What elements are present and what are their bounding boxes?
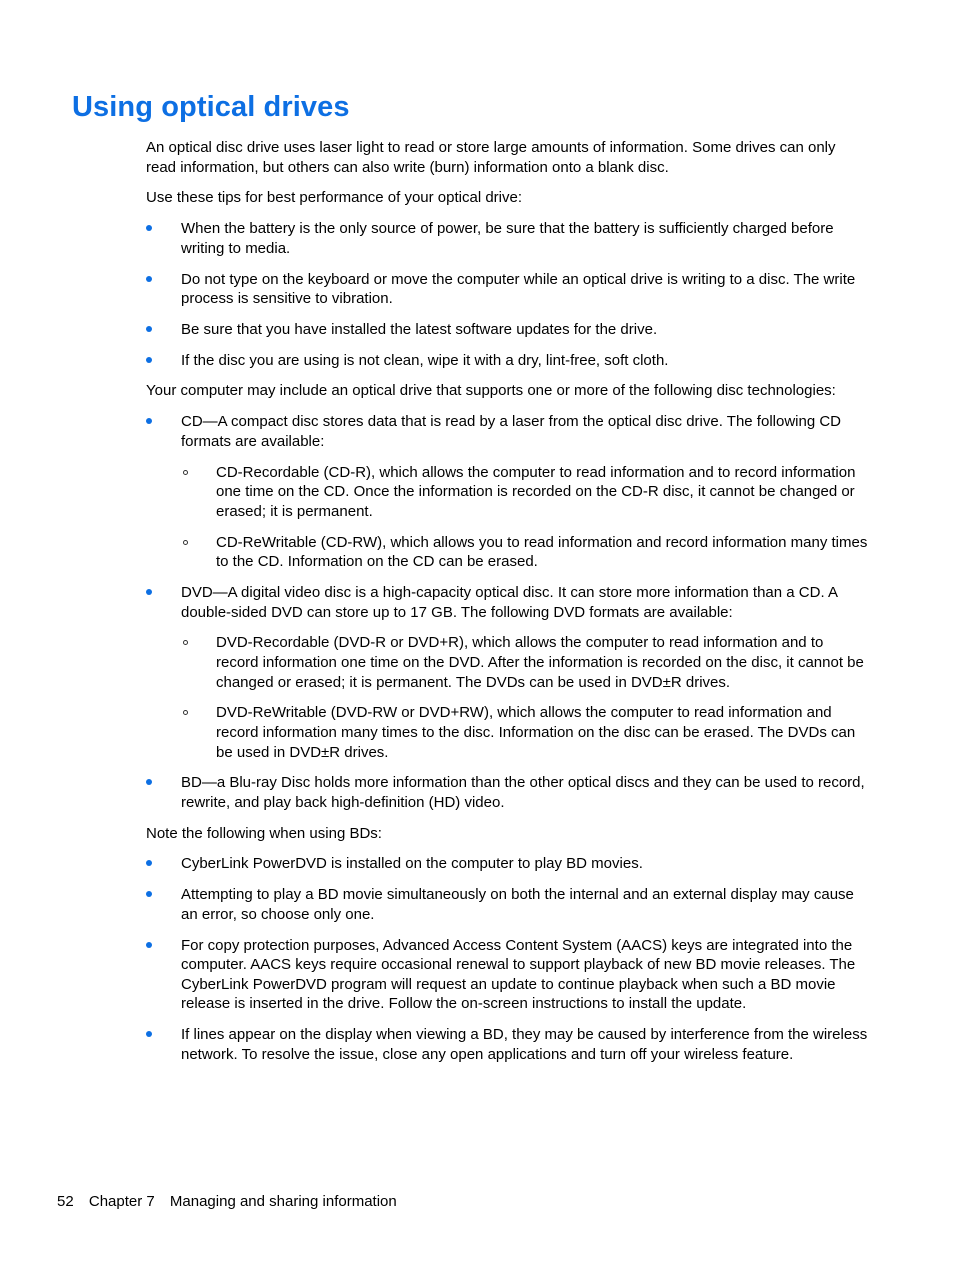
- chapter-title: Managing and sharing information: [169, 1193, 397, 1210]
- bd-text: BD—a Blu-ray Disc holds more information than the other optical discs and they can be used to record, rewrite, and play back high-definition (HD) video.: [181, 774, 865, 811]
- bd-note-text: CyberLink PowerDVD is installed on the computer to play BD movies.: [181, 855, 643, 873]
- tip-item: [146, 219, 868, 258]
- intro-paragraph: An optical disc drive uses laser light to read or store large amounts of information. Some drives can only read information, but others can also write (burn) information onto a blank disc.: [146, 139, 836, 176]
- tip-item: [146, 270, 868, 309]
- bd-note-text: Attempting to play a BD movie simultaneously on both the internal and an external display may cause an error, so choose only one.: [181, 886, 854, 923]
- bullet-icon: [146, 1031, 152, 1037]
- page-footer: [57, 1192, 408, 1211]
- dvd-format-item: [146, 633, 868, 692]
- cd-format-text: CD-Recordable (CD-R), which allows the computer to read information and to record information one time on the CD. Once the information is recorded on the CD-R disc, it cannot be changed or erased; it is permanent.: [216, 463, 856, 520]
- tips-intro: Use these tips for best performance of your optical drive:: [146, 189, 523, 207]
- cd-format-text: CD-ReWritable (CD-RW), which allows you to read information and record information many times to the CD. Information on the CD can be erased.: [216, 533, 868, 571]
- bullet-icon: [146, 891, 152, 897]
- bd-note-item: [146, 936, 868, 1014]
- dvd-format-item: [146, 703, 868, 762]
- bullet-icon: [146, 357, 152, 363]
- sub-bullet-icon: [183, 640, 188, 645]
- bullet-icon: [146, 942, 152, 948]
- sub-bullet-icon: [183, 710, 188, 715]
- cd-text: CD—A compact disc stores data that is read by a laser from the optical disc drive. The following CD formats are available:: [181, 413, 842, 450]
- dvd-format-text: DVD-ReWritable (DVD-RW or DVD+RW), which allows the computer to read information and record information many times to the disc. Information on the disc can be erased. The DVDs can be used in DVD±R drives.: [216, 704, 856, 761]
- bullet-icon: [146, 589, 152, 595]
- tip-text: If the disc you are using is not clean, wipe it with a dry, lint-free, soft cloth.: [181, 351, 669, 369]
- main-content: [146, 138, 868, 1076]
- tip-item: [146, 351, 868, 371]
- bullet-icon: [146, 225, 152, 231]
- bd-note-intro: Note the following when using BDs:: [146, 824, 382, 842]
- bd-note-text: If lines appear on the display when viewing a BD, they may be caused by interference from the wireless network. To resolve the issue, close any open applications and turn off your wireless feature.: [181, 1026, 868, 1063]
- bd-item: [146, 773, 868, 812]
- tip-text: Do not type on the keyboard or move the computer while an optical drive is writing to a disc. The write process is sensitive to vibration.: [181, 270, 856, 308]
- sub-bullet-icon: [183, 470, 188, 475]
- sub-bullet-icon: [183, 540, 188, 545]
- page-title: Using optical drives: [72, 91, 350, 123]
- cd-format-item: [146, 463, 868, 522]
- bd-note-text: For copy protection purposes, Advanced Access Content System (AACS) keys are integrated into the computer. AACS keys require occasional renewal to support playback of new BD movie releases. The CyberLink PowerDVD program will request an update to continue playback when such a BD movie release is inserted in the drive. Follow the on-screen instructions to install the update.: [181, 936, 856, 1013]
- cd-format-item: [146, 533, 868, 572]
- technologies-intro: Your computer may include an optical drive that supports one or more of the following disc technologies:: [146, 382, 836, 400]
- bullet-icon: [146, 418, 152, 424]
- bd-note-item: [146, 1025, 868, 1064]
- tip-text: When the battery is the only source of power, be sure that the battery is sufficiently charged before writing to media.: [181, 220, 834, 257]
- page-number: 52: [57, 1193, 74, 1210]
- dvd-format-text: DVD-Recordable (DVD-R or DVD+R), which allows the computer to read information and to record information one time on the DVD. After the information is recorded on the disc, it cannot be changed or erased; it is permanent. The DVDs can be used in DVD±R drives.: [216, 634, 864, 691]
- bullet-icon: [146, 779, 152, 785]
- chapter-label: Chapter 7: [88, 1193, 155, 1210]
- dvd-item: [146, 583, 868, 622]
- bullet-icon: [146, 860, 152, 866]
- bd-note-item: [146, 885, 868, 924]
- cd-item: [146, 412, 868, 451]
- bullet-icon: [146, 326, 152, 332]
- tip-text: Be sure that you have installed the latest software updates for the drive.: [181, 320, 658, 338]
- bullet-icon: [146, 276, 152, 282]
- tip-item: [146, 320, 868, 340]
- bd-note-item: [146, 854, 868, 874]
- dvd-text: DVD—A digital video disc is a high-capacity optical disc. It can store more information than a CD. A double-sided DVD can store up to 17 GB. The following DVD formats are available:: [181, 583, 838, 621]
